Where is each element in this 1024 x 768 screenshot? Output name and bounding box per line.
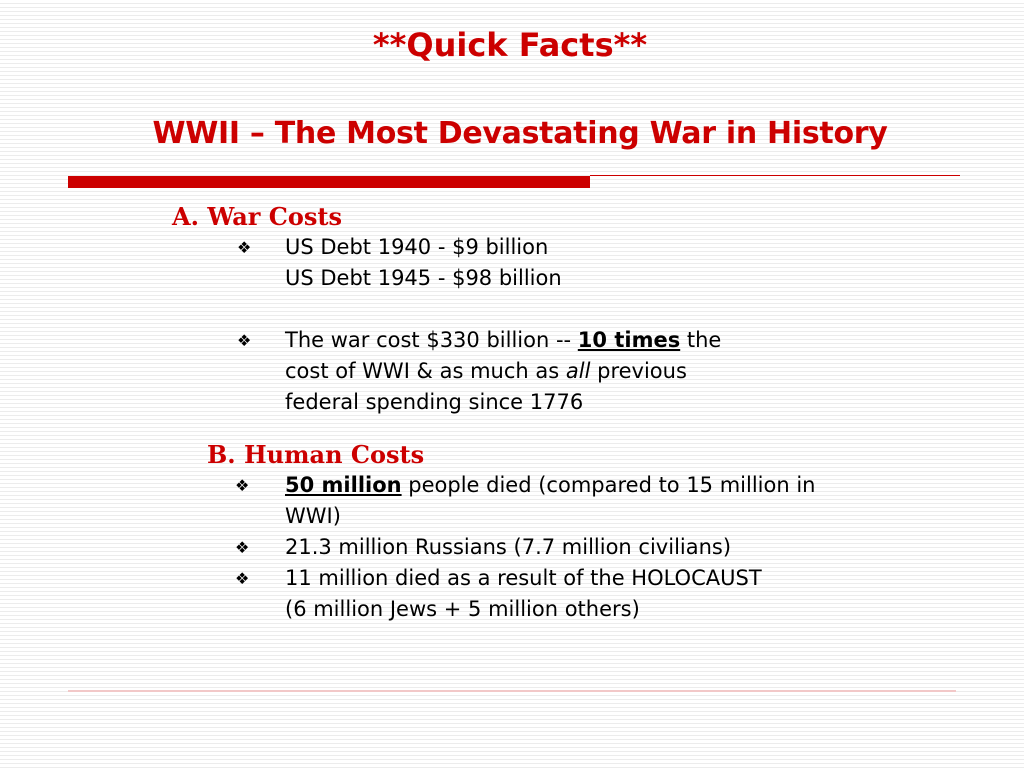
bullet-diamond-icon: ❖ xyxy=(237,238,252,257)
war-cost-line-1 xyxy=(285,325,721,356)
deaths-emphasis: 50 million xyxy=(285,473,402,497)
title-divider-thick xyxy=(68,176,590,188)
war-cost-emphasis: 10 times xyxy=(577,328,681,352)
war-costs-heading: A. War Costs xyxy=(172,202,342,231)
debt-1940: US Debt 1940 - $9 billion xyxy=(285,235,549,259)
bullet-diamond-icon: ❖ xyxy=(235,476,250,495)
holocaust-line-1: 11 million died as a result of the HOLOCAUST xyxy=(285,566,762,590)
war-cost-line-2-suffix: previous xyxy=(597,359,687,383)
deaths-line-1 xyxy=(285,470,816,501)
bullet-text xyxy=(285,563,762,625)
human-costs-heading: B. Human Costs xyxy=(207,440,425,469)
title-divider-thin xyxy=(590,175,960,176)
war-cost-prefix: The war cost $330 billion -- xyxy=(285,328,572,352)
holocaust-line-2: (6 million Jews + 5 million others) xyxy=(285,597,640,621)
slide-subtitle: WWII – The Most Devastating War in History xyxy=(152,116,888,151)
bullet-text xyxy=(285,232,562,294)
deaths-text: people died (compared to 15 million in xyxy=(408,473,816,497)
war-cost-suffix: the xyxy=(686,328,722,352)
bullet-diamond-icon: ❖ xyxy=(235,569,250,588)
war-cost-line-2-prefix: cost of WWI & as much as xyxy=(285,359,560,383)
slide-title: **Quick Facts** xyxy=(372,26,648,64)
bullet-diamond-icon: ❖ xyxy=(235,538,250,557)
debt-1945: US Debt 1945 - $98 billion xyxy=(285,266,562,290)
footer-divider xyxy=(68,690,956,692)
war-cost-line-2 xyxy=(285,356,721,387)
bullet-text xyxy=(285,325,721,418)
war-cost-italic: all xyxy=(565,359,591,383)
russians-text: 21.3 million Russians (7.7 million civilians) xyxy=(285,535,732,559)
deaths-line-2: WWI) xyxy=(285,504,341,528)
bullet-text xyxy=(285,470,816,532)
bullet-diamond-icon: ❖ xyxy=(237,331,252,350)
war-cost-line-3: federal spending since 1776 xyxy=(285,390,584,414)
